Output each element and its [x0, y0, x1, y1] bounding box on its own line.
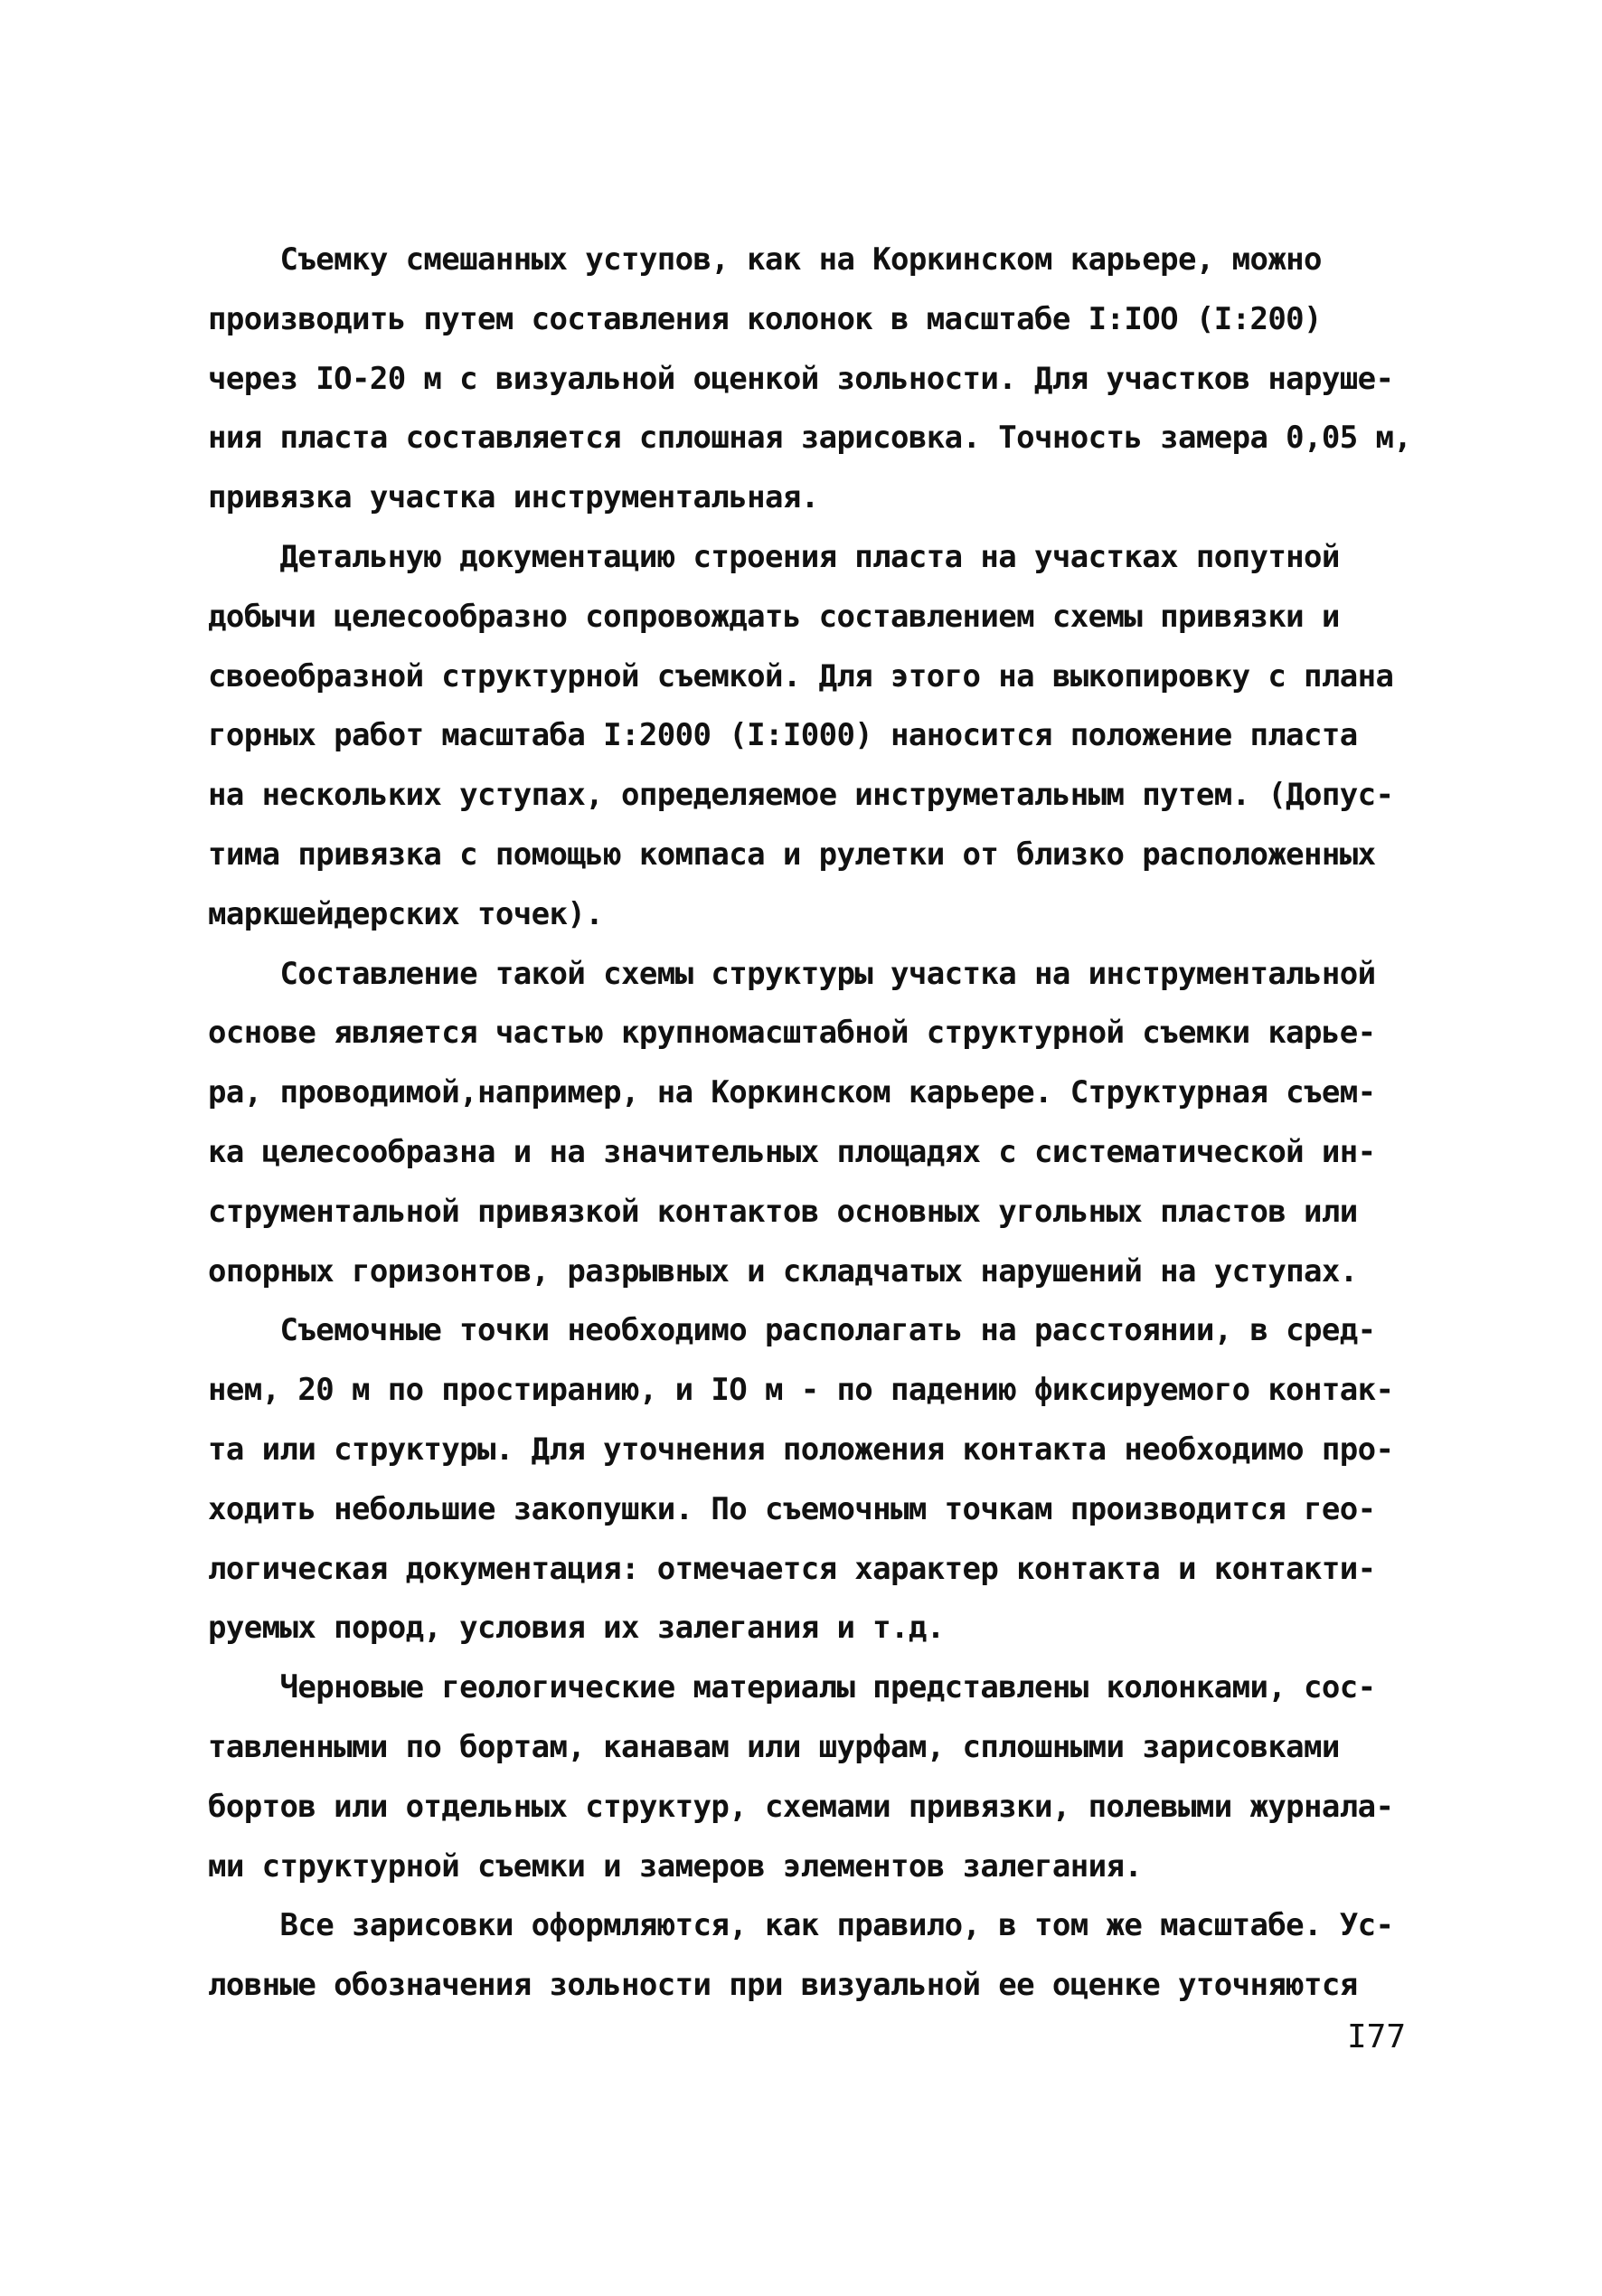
text-line: Детальную документацию строения пласта на участках попутной [208, 538, 1340, 575]
text-line: струментальной привязкой контактов основных угольных пластов или [208, 1193, 1358, 1230]
text-line: Съемочные точки необходимо располагать на расстоянии, в сред- [208, 1312, 1376, 1349]
text-line: на нескольких уступах, определяемое инструметальным путем. (Допус- [208, 777, 1394, 814]
text-line: добычи целесообразно сопровождать составлением схемы привязки и [208, 598, 1340, 635]
text-line: Съемку смешанных уступов, как на Коркинском карьере, можно [208, 241, 1322, 278]
text-line: основе является частью крупномасштабной структурной съемки карье- [208, 1015, 1376, 1052]
text-line: Все зарисовки оформляются, как правило, в том же масштабе. Ус- [208, 1907, 1394, 1944]
text-line: маркшейдерских точек). [208, 895, 604, 932]
text-line: горных работ масштаба I:2000 (I:I000) наносится положение пласта [208, 717, 1358, 754]
text-line: тавленными по бортам, канавам или шурфам, сплошными зарисовками [208, 1728, 1340, 1765]
text-line: производить путем составления колонок в масштабе I:IOO (I:200) [208, 300, 1322, 337]
text-line: ка целесообразна и на значительных площадях с систематической ин- [208, 1133, 1376, 1170]
text-line: ра, проводимой,например, на Коркинском карьере. Структурная съем- [208, 1074, 1376, 1111]
text-line: нем, 20 м по простиранию, и IO м - по падению фиксируемого контак- [208, 1372, 1394, 1409]
page-number: I77 [1347, 2018, 1407, 2055]
text-line: привязка участка инструментальная. [208, 479, 819, 516]
text-line: логическая документация: отмечается характер контакта и контакти- [208, 1550, 1376, 1587]
text-line: через IO-20 м с визуальной оценкой зольности. Для участков наруше- [208, 360, 1394, 397]
text-line: руемых пород, условия их залегания и т.д. [208, 1610, 945, 1647]
text-line: ловные обозначения зольности при визуальной ее оценке уточняются [208, 1967, 1358, 2004]
body-text [208, 231, 1419, 2016]
text-line: та или структуры. Для уточнения положения контакта необходимо про- [208, 1431, 1394, 1468]
text-line: Черновые геологические материалы представлены колонками, сос- [208, 1669, 1376, 1706]
text-line: бортов или отдельных структур, схемами привязки, полевыми журнала- [208, 1788, 1394, 1825]
text-line: ми структурной съемки и замеров элементов залегания. [208, 1847, 1143, 1885]
text-line: тима привязка с помощью компаса и рулетки от близко расположенных [208, 836, 1376, 873]
text-line: Составление такой схемы структуры участка на инструментальной [208, 955, 1376, 992]
text-line: опорных горизонтов, разрывных и складчатых нарушений на уступах. [208, 1252, 1358, 1290]
text-line: ния пласта составляется сплошная зарисовка. Точность замера 0,05 м, [208, 420, 1412, 457]
text-line: своеобразной структурной съемкой. Для этого на выкопировку с плана [208, 657, 1394, 694]
text-line: ходить небольшие закопушки. По съемочным точкам производится гео- [208, 1490, 1376, 1527]
